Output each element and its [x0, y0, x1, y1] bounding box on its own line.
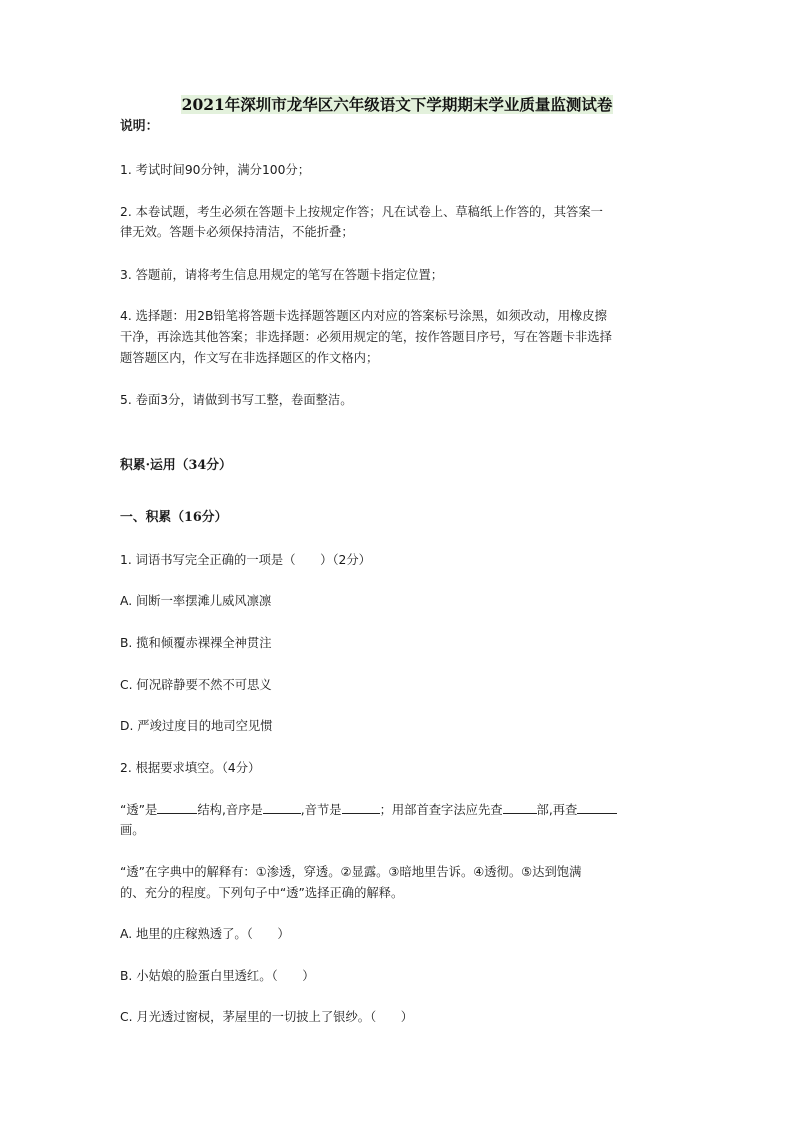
- question-2-stem: 2. 根据要求填空。（4分）: [120, 761, 261, 775]
- question-1-option-a: A. 间断一率摆滩儿威风凛凛: [120, 594, 272, 608]
- note-5: 5. 卷面3分，请做到书写工整，卷面整洁。: [120, 393, 353, 407]
- note-2-line-1: 2. 本卷试题，考生必须在答题卡上按规定作答；凡在试卷上、草稿纸上作答的，其答案一: [120, 205, 603, 219]
- section-heading: 积累·运用（34分）: [120, 458, 232, 473]
- document-title: 2021年深圳市龙华区六年级语文下学期期末学业质量监测试卷: [181, 95, 613, 114]
- note-4-line-3: 题答题区内，作文写在非选择题区的作文格内；: [120, 351, 379, 365]
- question-1-option-c: C. 何况辟静要不然不可思义: [120, 678, 272, 692]
- part-heading: 一、积累（16分）: [120, 510, 228, 525]
- note-1: 1. 考试时间90分钟，满分100分；: [120, 163, 311, 177]
- question-1-option-b: B. 揽和倾覆赤裸裸全神贯注: [120, 636, 272, 650]
- blank-radical[interactable]: [503, 799, 537, 814]
- question-2-definition-line-1: “透”在字典中的解释有：①渗透，穿透。②显露。③暗地里告诉。④透彻。⑤达到饱满: [120, 865, 582, 879]
- note-2-line-2: 律无效。答题卡必须保持清洁，不能折叠；: [120, 225, 354, 239]
- blank-stroke-count[interactable]: [577, 799, 617, 814]
- question-2-item-a: A. 地里的庄稼熟透了。（ ）: [120, 927, 290, 941]
- question-2-item-b: B. 小姑娘的脸蛋白里透红。（ ）: [120, 969, 315, 983]
- note-heading: 说明：: [120, 119, 159, 134]
- question-1-option-d: D. 严竣过度目的地司空见惯: [120, 719, 273, 733]
- blank-syllable[interactable]: [342, 799, 380, 814]
- question-2-fill-line-end: 画。: [120, 823, 145, 837]
- question-2-fill-line: “透”是 结构,音序是 ,音节是 ；用部首查字法应先查 部,再查: [120, 799, 680, 821]
- note-4-line-1: 4. 选择题：用2B铅笔将答题卡选择题答题区内对应的答案标号涂黑，如须改动，用橡皮擦: [120, 309, 607, 323]
- blank-phonetic-initial[interactable]: [263, 799, 301, 814]
- question-2-item-c: C. 月光透过窗棂，茅屋里的一切披上了银纱。（ ）: [120, 1010, 414, 1024]
- question-2-definition-line-2: 的、充分的程度。下列句子中“透”选择正确的解释。: [120, 886, 404, 900]
- note-4-line-2: 干净，再涂选其他答案；非选择题：必须用规定的笔，按作答题目序号，写在答题卡非选择: [120, 330, 612, 344]
- note-3: 3. 答题前，请将考生信息用规定的笔写在答题卡指定位置；: [120, 268, 444, 282]
- blank-structure[interactable]: [157, 799, 197, 814]
- question-1-stem: 1. 词语书写完全正确的一项是（ ）（2分）: [120, 553, 371, 567]
